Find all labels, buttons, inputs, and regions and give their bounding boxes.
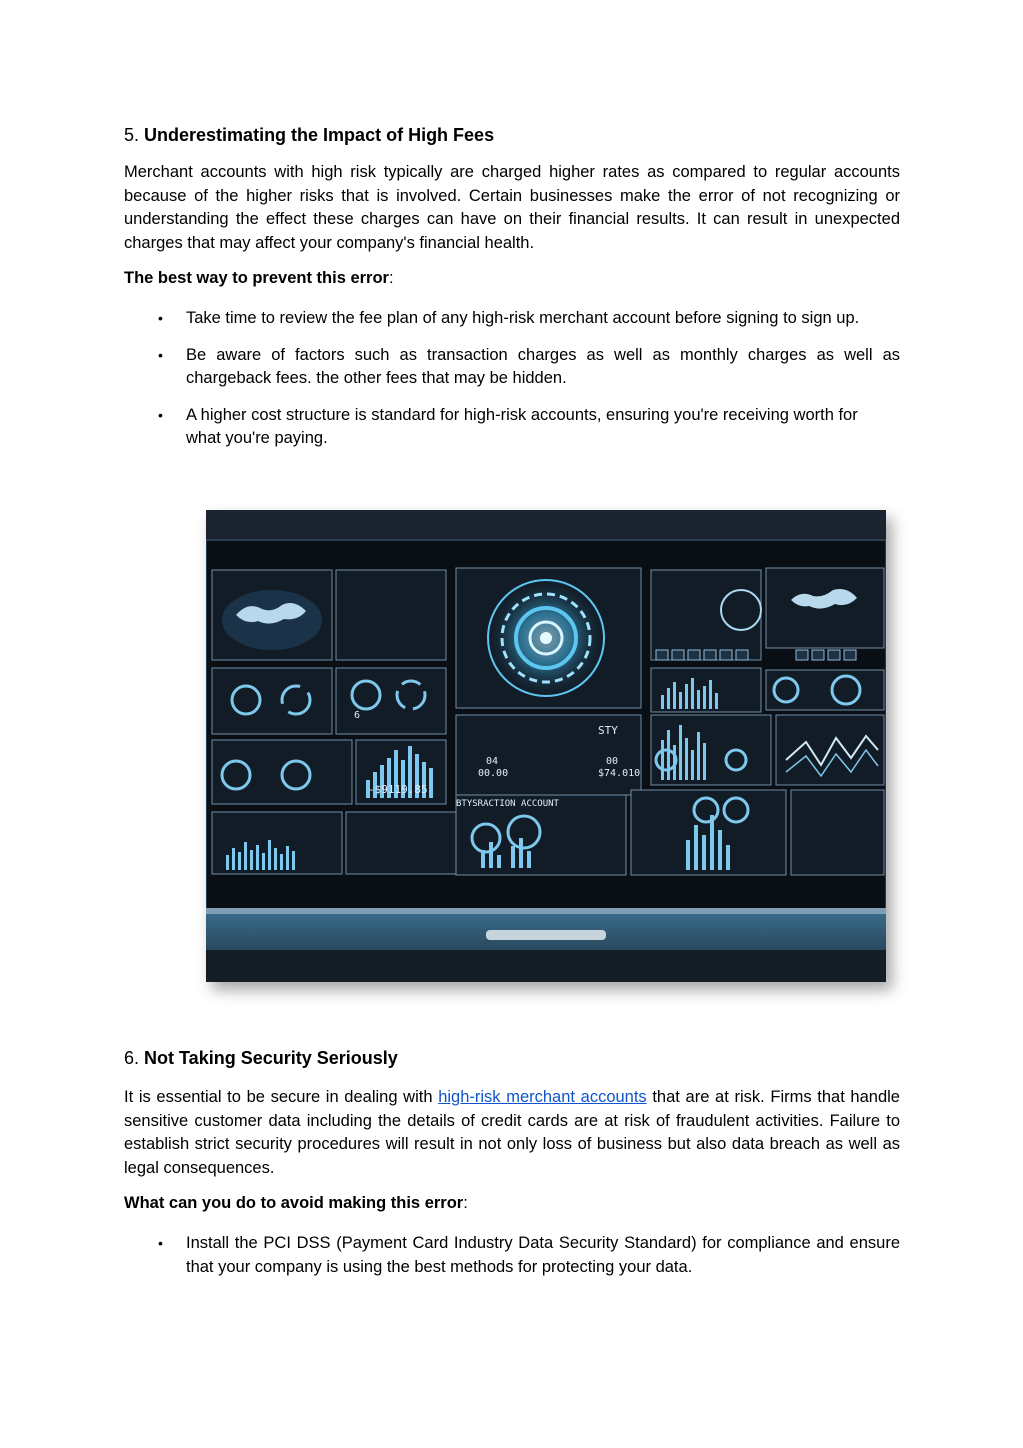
section-6-heading xyxy=(124,1046,900,1070)
list-item-text: Take time to review the fee plan of any high-risk merchant account before signing to sign up. xyxy=(186,308,860,327)
list-item xyxy=(124,404,900,451)
value-label: 00 xyxy=(606,756,619,767)
list-item xyxy=(124,307,900,331)
section-number: 6. xyxy=(124,1048,140,1068)
paragraph-text: that are at risk. Firms that handle sensitive customer data including the details of credit cards are at risk of fraudulent activities. Failure to establish strict security procedures will result in not only loss of business but also data breach as well as legal consequences. xyxy=(124,1088,900,1177)
value-label: 6 xyxy=(354,710,361,721)
account-label: BTYSRACTION ACCOUNT xyxy=(456,799,559,809)
list-item-text: Install the PCI DSS (Payment Card Industry Data Security Standard) for compliance and ensure that your company is using the best methods for protecting your data. xyxy=(186,1233,900,1276)
list-item-text: A higher cost structure is standard for high-risk accounts, ensuring you're receiving worth for what you're paying. xyxy=(186,405,858,448)
dashboard-illustration xyxy=(206,510,886,982)
section-5-bullet-list xyxy=(124,307,900,451)
section-5 xyxy=(124,123,900,451)
section-6-paragraph xyxy=(124,1086,900,1180)
bullet-icon: • xyxy=(158,1234,163,1251)
high-risk-merchant-accounts-link[interactable]: high-risk merchant accounts xyxy=(438,1088,647,1106)
lead-colon: : xyxy=(463,1194,468,1213)
section-6 xyxy=(124,1046,900,1279)
list-item xyxy=(124,344,900,391)
value-label: $74.010 xyxy=(598,768,641,779)
section-title: Not Taking Security Seriously xyxy=(144,1048,398,1068)
lead-bold: The best way to prevent this error xyxy=(124,269,389,288)
value-label: 04 xyxy=(486,756,499,767)
section-5-paragraph: Merchant accounts with high risk typically are charged higher rates as compared to regular accounts because of the higher risks that is involved. Certain businesses make the error of not recognizing or understanding the effect these charges can have on their financial results. It can result in unexpected charges that may affect your company's financial health. xyxy=(124,163,900,252)
list-item xyxy=(124,1232,900,1279)
sty-label: STY xyxy=(598,724,618,737)
section-6-lead xyxy=(124,1192,900,1216)
section-6-bullet-list xyxy=(124,1232,900,1279)
bullet-icon: • xyxy=(158,346,163,363)
section-title: Underestimating the Impact of High Fees xyxy=(144,125,495,145)
value-label: 00.00 xyxy=(478,768,509,779)
lead-colon: : xyxy=(388,269,394,288)
list-item-text: Be aware of factors such as transaction charges as well as monthly charges as well as chargeback fees. the other fees that may be hidden. xyxy=(186,345,900,388)
section-number: 5. xyxy=(124,125,140,145)
section-5-lead xyxy=(124,267,900,291)
bullet-icon: • xyxy=(158,406,163,423)
amount-label: -$9119.85 xyxy=(368,783,428,796)
section-5-heading xyxy=(124,123,900,147)
paragraph-text: It is essential to be secure in dealing with xyxy=(124,1088,439,1106)
bullet-icon: • xyxy=(158,309,163,326)
lead-bold: What can you do to avoid making this error xyxy=(124,1194,464,1213)
